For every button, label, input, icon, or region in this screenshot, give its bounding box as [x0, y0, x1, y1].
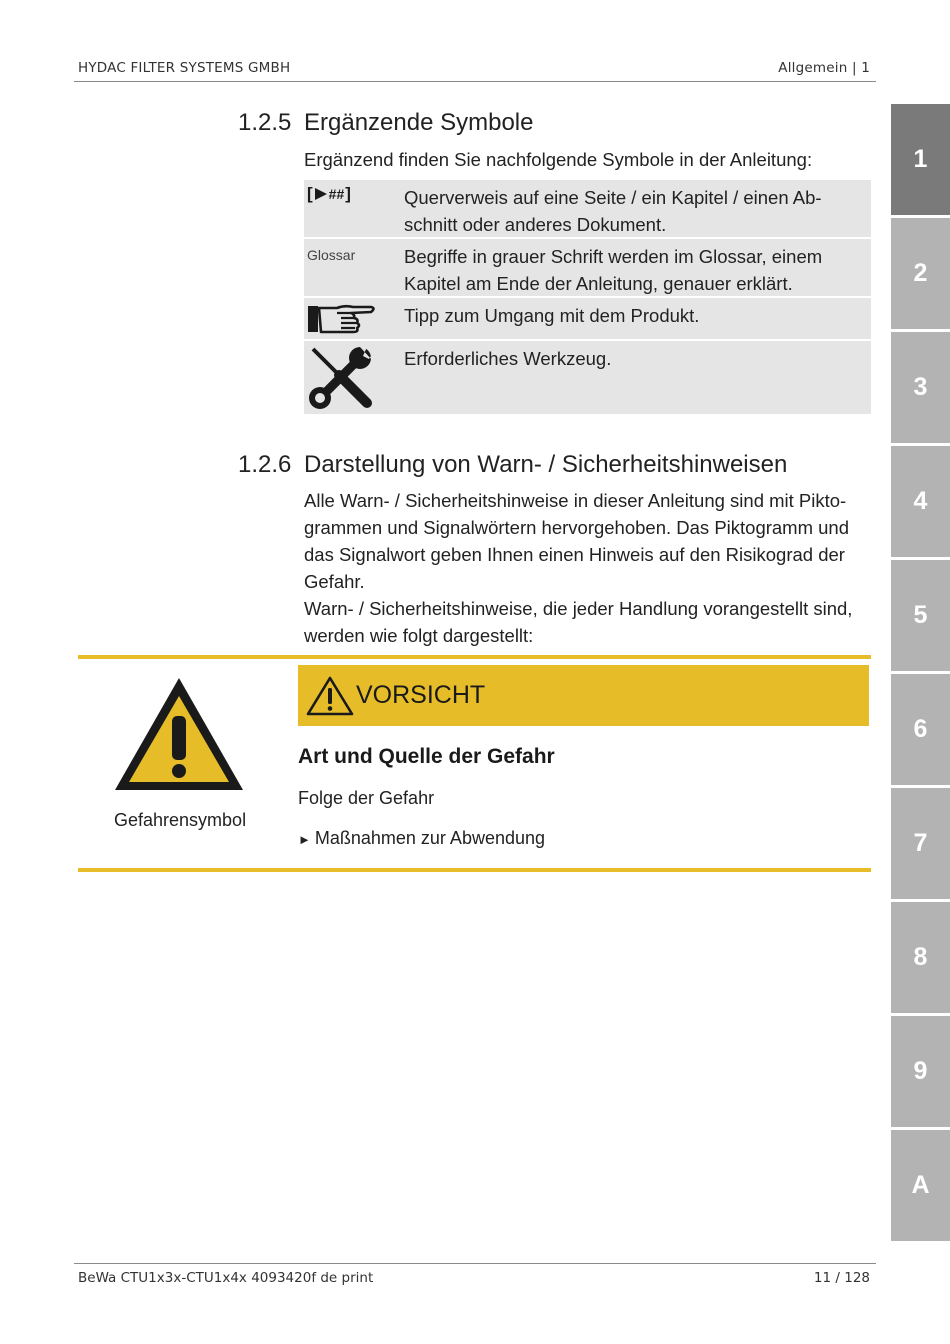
footer-document: BeWa CTU1x3x-CTU1x4x 4093420f de print [78, 1270, 374, 1286]
symbol-row [304, 298, 871, 341]
chapter-tab-2[interactable]: 2 [891, 218, 950, 329]
header-divider [74, 81, 876, 82]
section-number: 1.2.6 [238, 451, 292, 478]
section-paragraph: Warn- / Sicherheitshinweise, die jeder Handlung vorangestellt sind, werden wie folgt dargestellt: [304, 598, 853, 646]
symbol-row [304, 341, 871, 414]
tools-icon [304, 341, 404, 414]
measure-bullet: ► [298, 832, 311, 847]
symbol-description: Querverweis auf eine Seite / ein Kapitel / einen Ab-schnitt oder anderes Dokument. [404, 187, 822, 235]
symbol-table [304, 180, 871, 414]
section-title: Darstellung von Warn- / Sicherheitshinweisen [304, 451, 788, 478]
symbol-description: Begriffe in grauer Schrift werden im Glossar, einem Kapitel am Ende der Anleitung, genauer erklärt. [404, 246, 823, 294]
pointing-hand-icon [304, 298, 404, 339]
chapter-tab-a[interactable]: A [891, 1130, 950, 1241]
glossary-label-text: Glossar [307, 247, 356, 263]
chapter-tab-1[interactable]: 1 [891, 104, 950, 215]
warning-bottom-rule [78, 868, 871, 872]
glossary-label [304, 239, 404, 296]
chapter-tabs [891, 104, 950, 1244]
symbol-row [304, 180, 871, 239]
footer-divider [74, 1263, 876, 1264]
warning-top-rule [78, 655, 871, 659]
cross-reference-icon: [ ## ] [307, 184, 351, 203]
hazard-measure [298, 828, 545, 849]
chapter-tab-8[interactable]: 8 [891, 902, 950, 1013]
section-number: 1.2.5 [238, 109, 292, 136]
chapter-tab-3[interactable]: 3 [891, 332, 950, 443]
footer-page: 11 / 128 [813, 1270, 870, 1286]
chapter-tab-4[interactable]: 4 [891, 446, 950, 557]
hazard-triangle-icon [111, 674, 247, 794]
section-title: Ergänzende Symbole [304, 109, 534, 136]
symbol-description: Tipp zum Umgang mit dem Produkt. [404, 305, 700, 326]
chapter-tab-6[interactable]: 6 [891, 674, 950, 785]
header-chapter: Allgemein | 1 [778, 60, 870, 76]
section-intro: Ergänzend finden Sie nachfolgende Symbole in der Anleitung: [304, 149, 813, 170]
signal-word: VORSICHT [356, 681, 486, 709]
hazard-symbol-caption: Gefahrensymbol [114, 810, 247, 830]
symbol-row [304, 239, 871, 298]
symbol-description: Erforderliches Werkzeug. [404, 348, 612, 369]
chapter-tab-9[interactable]: 9 [891, 1016, 950, 1127]
hazard-consequence: Folge der Gefahr [298, 788, 435, 808]
cross-reference-icon-text: ## [328, 186, 345, 202]
chapter-tab-5[interactable]: 5 [891, 560, 950, 671]
warning-triangle-icon [306, 676, 354, 716]
section-paragraph: Alle Warn- / Sicherheitshinweise in dieser Anleitung sind mit Pikto-grammen und Signalwörtern hervorgehoben. Das Piktogramm und das Signalwort geben Ihnen einen Hinweis auf den Risikograd der Gefahr. [304, 490, 850, 592]
measure-text: Maßnahmen zur Abwendung [314, 828, 546, 848]
signal-word-banner [298, 665, 869, 726]
hazard-title: Art und Quelle der Gefahr [298, 745, 555, 768]
chapter-tab-7[interactable]: 7 [891, 788, 950, 899]
header-company: HYDAC FILTER SYSTEMS GMBH [78, 60, 291, 76]
